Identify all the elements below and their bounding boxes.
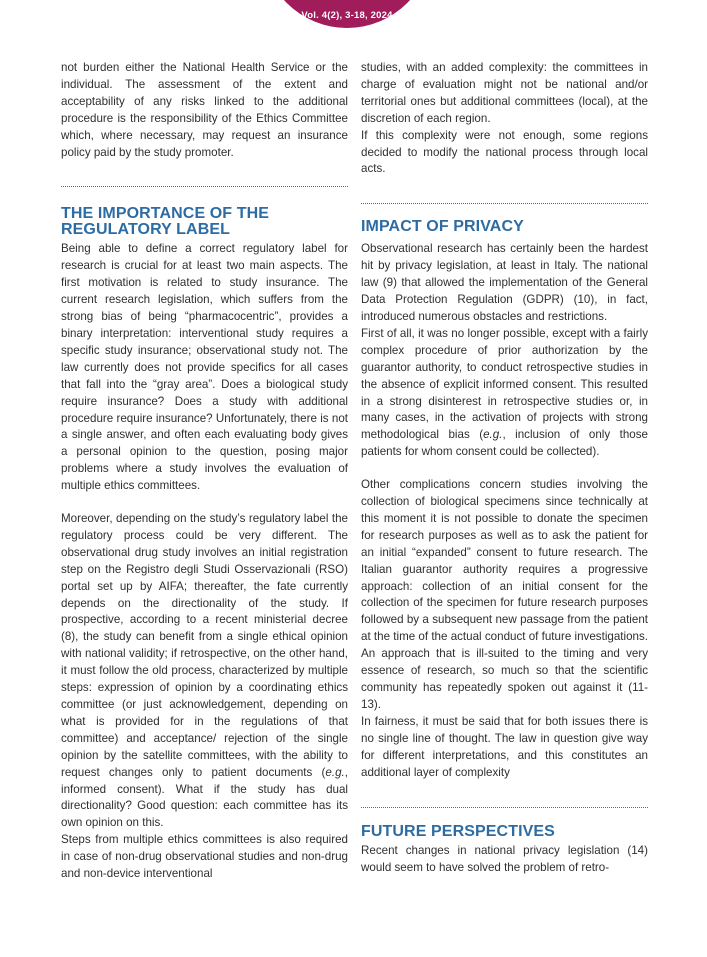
regulatory-paragraph-1: Being able to define a correct regulatory label for research is crucial for at least two main aspects. The first motivation is related to study insurance. The current research legislation, which suffers from the strong bias of being “pharmacocentric”, provides a binary interpretation: interventional study requires a specific study insurance; observational study not. The law currently does not provide specifics for all cases that fall into the “gray area”. Does a biological study require insurance? Does a study with additional procedure require insurance? Unfortunately, there is not a single answer, and often each evaluating body gives a personal opinion to the question, posing major problems where a study involves the evaluation of multiple ethics committees. <box>61 242 348 493</box>
right-intro-paragraph: studies, with an added complexity: the committees in charge of evaluation might not be national and/or territorial ones but additional committees (local), at the discretion of each region. <box>361 61 648 125</box>
regulatory-paragraph-2 <box>61 511 348 832</box>
section-heading-privacy: IMPACT OF PRIVACY <box>361 218 524 236</box>
future-paragraph-1: Recent changes in national privacy legislation (14) would seem to have solved the problem of retro- <box>361 844 648 875</box>
italic-abbreviation: e.g. <box>325 765 345 779</box>
privacy-paragraph-4: In fairness, it must be said that for both issues there is no single line of thought. The law in question give way for different interpretations, and this constitutes an additional layer of complexity <box>361 714 648 779</box>
text-run: Moreover, depending on the study’s regulatory label the regulatory process could be very different. The observational drug study involves an initial registration step on the Registro degli Studi Osservazionali (RSO) portal set up by AIFA; thereafter, the fate currently depends on the directionality of the study. If prospective, according to a recent ministerial decree (8), the study can benefit from a single ethical opinion with national validity; if retrospective, on the other hand, it must follow the old process, characterized by multiple steps: expression of opinion by a coordinating ethics committee (or just acknowledgement, depending on what is provided for in the regulations of that committee) and acceptance/ rejection of the single opinion by the satellite committees, with the ability to request changes only to patient documents ( <box>61 512 348 779</box>
text-run: First of all, it was no longer possible, except with a fairly complex procedure of prior authorization by the guarantor authority, to conduct retrospective studies in the absence of explicit informed consent. This resulted in a strong disinterest in retrospective studies or, in many cases, in the activation of projects with strong methodological bias ( <box>361 326 648 442</box>
regulatory-paragraph-3: Steps from multiple ethics committees is also required in case of non-drug observational studies and non-drug and non-device interventional <box>61 833 348 881</box>
text-run: , inclusion of only those patients for whom consent could be collected). <box>361 428 648 459</box>
text-run: , informed consent). What if the study has dual directionality? Good question: each committee has its own opinion on this. <box>61 765 348 830</box>
left-intro-paragraph: not burden either the National Health Service or the individual. The assessment of the extent and acceptability of any risks linked to the additional procedure is the responsibility of the Ethics Committee which, where necessary, may request an insurance policy paid by the study promoter. <box>61 61 348 159</box>
section-heading-future-perspectives: FUTURE PERSPECTIVES <box>361 823 555 841</box>
section-divider <box>361 203 648 204</box>
right-intro-paragraph-2: If this complexity were not enough, some regions decided to modify the national process through local acts. <box>361 128 648 176</box>
privacy-paragraph-2 <box>361 326 648 461</box>
privacy-paragraph-1: Observational research has certainly been the hardest hit by privacy legislation, at least in Italy. The national law (9) that allowed the implementation of the General Data Protection Regulation (GDPR) (10), in fact, introduced numerous obstacles and restrictions. <box>361 242 648 323</box>
left-column <box>61 60 348 883</box>
section-divider <box>361 807 648 808</box>
section-heading-regulatory-label: THE IMPORTANCE OF THE REGULATORY LABEL <box>61 205 270 239</box>
section-divider <box>61 186 348 187</box>
right-column <box>361 60 648 877</box>
issue-tab <box>262 0 432 28</box>
issue-label: Vol. 4(2), 3-18, 2024 <box>301 10 393 21</box>
privacy-paragraph-3: Other complications concern studies involving the collection of biological specimens since technically at this moment it is not possible to donate the specimen for research purposes as well as to ask the patient for an initial “expanded” consent to future research. The Italian guarantor authority requires a progressive approach: collection of an initial consent for the collection of the specimen for future research purposes followed by a subsequent new passage from the patient at the time of the actual conduct of future investigations. An approach that is ill-suited to the timing and very essence of research, so much so that the scientific community has repeatedly spoken out against it (11-13). <box>361 478 648 711</box>
italic-abbreviation: e.g. <box>483 428 503 442</box>
